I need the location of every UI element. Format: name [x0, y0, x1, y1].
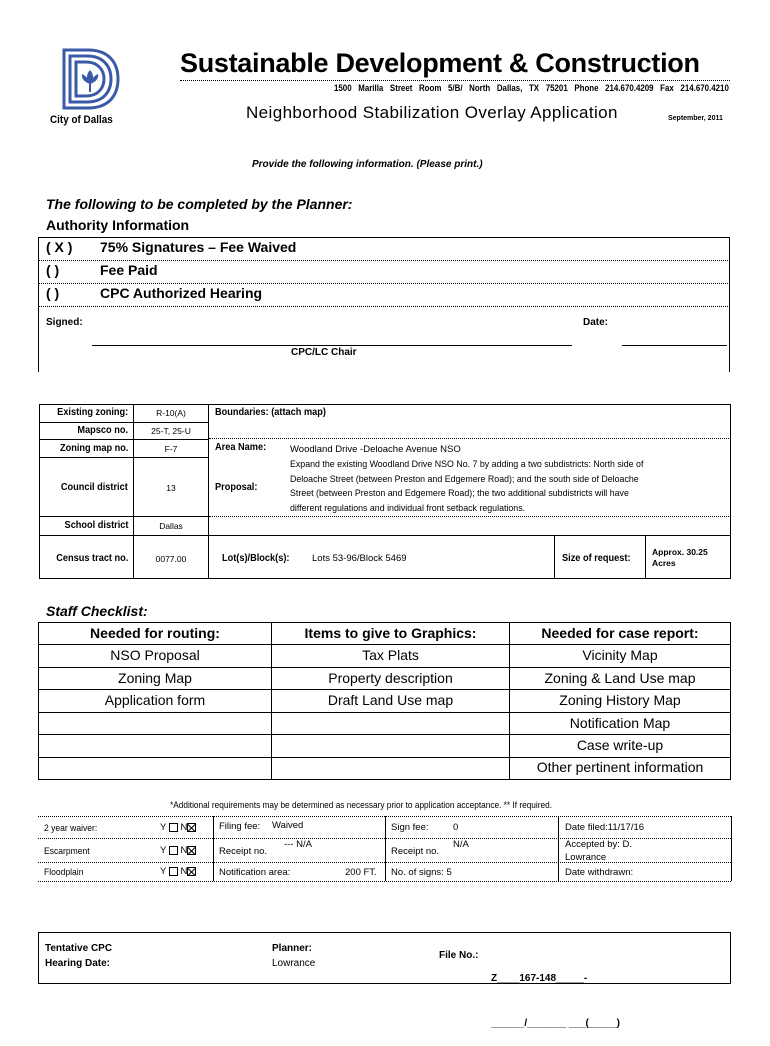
checklist-item: Application form: [104, 692, 206, 709]
no-label: N: [180, 866, 188, 877]
checklist-item: Zoning History Map: [559, 692, 681, 709]
yes-label: Y: [160, 845, 167, 856]
school-label: School district: [64, 520, 128, 531]
column-header: Items to give to Graphics:: [304, 625, 477, 641]
signed-label: Signed:: [46, 317, 83, 328]
option-label: Fee Paid: [100, 262, 158, 278]
proposal-line: Street (between Preston and Edgemere Road); the two additional subdistricts will have: [290, 488, 629, 499]
sign-fee-label: Sign fee:: [391, 822, 429, 833]
accepted-line: Lowrance: [565, 852, 607, 863]
two-year-waiver-label: 2 year waiver:: [44, 823, 98, 834]
school-value[interactable]: Dallas: [159, 521, 183, 531]
checklist-item: Other pertinent information: [536, 759, 704, 776]
filing-fee-label: Filing fee:: [219, 821, 261, 832]
tentative-hearing-label: [45, 941, 112, 971]
col-divider: [645, 535, 646, 579]
authority-option-cpc-hearing[interactable]: [46, 285, 262, 301]
row-divider: [39, 260, 730, 261]
additional-note: *Additional requirements may be determined as necessary prior to application acceptance. ** If required.: [170, 800, 553, 810]
authority-box: [38, 237, 730, 372]
yes-checkbox[interactable]: [169, 846, 178, 855]
checklist-item: Tax Plats: [362, 647, 419, 664]
notification-area-value[interactable]: 200 FT.: [345, 867, 377, 878]
no-checkbox-checked[interactable]: [187, 846, 196, 855]
date-label: Date:: [583, 317, 609, 328]
mapsco-label: Mapsco no.: [77, 425, 128, 436]
no-checkbox-checked[interactable]: [187, 867, 196, 876]
file-line: Z____167-148_____-: [491, 973, 588, 984]
row-divider: [39, 457, 209, 458]
checklist-item: Draft Land Use map: [327, 692, 454, 709]
no-checkbox-checked[interactable]: [187, 823, 196, 832]
grid-col: [385, 816, 386, 881]
proposal-label: Proposal:: [215, 482, 258, 493]
row-divider: [39, 422, 209, 423]
size-line: Approx. 30.25: [652, 547, 708, 557]
form-date: September, 2011: [668, 115, 723, 122]
authority-option-fee-paid[interactable]: [46, 262, 158, 278]
lots-label: Lot(s)/Block(s):: [222, 553, 290, 564]
yes-checkbox[interactable]: [169, 867, 178, 876]
receipt-value[interactable]: --- N/A: [284, 839, 312, 850]
checklist-item: NSO Proposal: [110, 647, 200, 664]
city-of-dallas-logo-icon: [60, 48, 120, 110]
lots-value[interactable]: Lots 53-96/Block 5469: [312, 553, 407, 564]
receipt2-value[interactable]: N/A: [453, 839, 469, 850]
page-title: Sustainable Development & Construction: [180, 48, 700, 78]
notification-area-label: Notification area:: [219, 867, 291, 878]
tentative-line: Tentative CPC: [45, 943, 113, 954]
row-divider: [39, 439, 209, 440]
area-name-label: Area Name:: [215, 442, 267, 453]
escarpment-label: Escarpment: [44, 846, 90, 857]
area-name-value[interactable]: Woodland Drive -Deloache Avenue NSO: [290, 444, 461, 455]
checklist-item: Property description: [328, 669, 453, 686]
grid-col: [558, 816, 559, 881]
column-header: Needed for routing:: [90, 625, 220, 641]
yes-checkbox[interactable]: [169, 823, 178, 832]
authority-title: Authority Information: [46, 217, 190, 233]
floodplain-yn[interactable]: [160, 866, 196, 877]
date-withdrawn[interactable]: Date withdrawn:: [565, 867, 634, 878]
no-label: N: [180, 845, 188, 856]
size-line: Acres: [652, 558, 676, 568]
no-label: N: [180, 822, 188, 833]
checklist-item: Zoning & Land Use map: [544, 669, 696, 686]
tentative-line: Hearing Date:: [45, 958, 111, 969]
option-label: 75% Signatures – Fee Waived: [100, 239, 297, 255]
council-value[interactable]: 13: [166, 483, 176, 493]
accepted-by[interactable]: [565, 838, 632, 864]
checklist-item: Zoning Map: [118, 669, 192, 686]
yes-label: Y: [160, 866, 167, 877]
row-divider: [39, 283, 730, 284]
planner-label: Planner:: [272, 943, 313, 954]
checklist-item: Notification Map: [569, 714, 671, 731]
form-subtitle: Neighborhood Stabilization Overlay Application: [246, 103, 618, 122]
option-mark: ( ): [46, 262, 60, 278]
census-label: Census tract no.: [55, 553, 128, 564]
col-divider: [554, 535, 555, 579]
row-divider: [39, 535, 731, 536]
option-mark: ( X ): [46, 239, 73, 255]
row-divider: [39, 516, 209, 517]
option-label: CPC Authorized Hearing: [100, 285, 263, 301]
authority-option-signatures[interactable]: [46, 239, 296, 255]
checklist-item: Case write-up: [576, 736, 664, 753]
planner-field[interactable]: [272, 941, 315, 971]
size-value[interactable]: [652, 547, 708, 569]
two-year-waiver-yn[interactable]: [160, 822, 196, 833]
yes-label: Y: [160, 822, 167, 833]
mapsco-value[interactable]: 25-T, 25-U: [151, 426, 191, 436]
existing-zoning-value[interactable]: R-10(A): [156, 408, 186, 418]
proposal-line: Expand the existing Woodland Drive NSO No. 7 by adding a two subdistricts: North side of: [290, 459, 644, 470]
col-divider: [208, 404, 209, 579]
council-label: Council district: [61, 482, 128, 493]
checklist-heading: Staff Checklist:: [46, 603, 148, 619]
existing-zoning-label: Existing zoning:: [56, 407, 128, 418]
signs-count[interactable]: No. of signs: 5: [391, 867, 452, 878]
file-no-label: File No.:: [439, 950, 479, 961]
accepted-line: Accepted by: D.: [565, 839, 633, 850]
date-line[interactable]: [622, 345, 727, 346]
city-label: City of Dallas: [50, 114, 113, 126]
planner-name: Lowrance: [272, 958, 316, 969]
zoning-map-label: Zoning map no.: [59, 443, 128, 454]
header-address: 1500 Marilla Street Room 5/B/ North Dallas, TX 75201 Phone 214.670.4209 Fax 214.670.4210: [334, 83, 729, 93]
signature-line[interactable]: [92, 345, 572, 346]
date-filed[interactable]: Date filed:11/17/16: [565, 822, 645, 833]
receipt-label: Receipt no.: [219, 846, 268, 857]
row-divider: [209, 516, 731, 517]
footer-box: [38, 932, 731, 984]
sign-fee-value[interactable]: 0: [453, 822, 459, 833]
chair-label: CPC/LC Chair: [291, 347, 357, 358]
census-value[interactable]: 0077.00: [155, 554, 187, 564]
filing-fee-value[interactable]: Waived: [272, 820, 304, 831]
instructions: Provide the following information. (Please print.): [252, 159, 483, 170]
planner-heading: The following to be completed by the Planner:: [46, 196, 353, 212]
receipt2-label: Receipt no.: [391, 846, 440, 857]
escarpment-yn[interactable]: [160, 845, 196, 856]
proposal-line: Deloache Street (between Preston and Edgemere Road); and the south side of Deloache: [290, 473, 639, 485]
row-divider: [39, 306, 730, 307]
header-divider: [180, 80, 730, 81]
grid-col: [731, 816, 732, 881]
boundaries-label: Boundaries: (attach map): [215, 407, 326, 418]
proposal-text[interactable]: [290, 458, 728, 516]
proposal-line: different regulations and individual front setback regulations.: [290, 502, 526, 514]
file-line: ______/_______ ___(_____): [491, 1018, 621, 1029]
floodplain-label: Floodplain: [44, 867, 84, 878]
file-no-value[interactable]: [491, 941, 620, 1046]
row-divider: [209, 438, 731, 439]
grid-col: [213, 816, 214, 881]
column-header: Needed for case report:: [541, 625, 699, 641]
option-mark: ( ): [46, 285, 60, 301]
size-label: Size of request:: [562, 553, 631, 564]
grid-line: [38, 881, 731, 882]
col-divider: [133, 404, 134, 579]
zoning-map-value[interactable]: F-7: [164, 444, 178, 454]
checklist-item: Vicinity Map: [582, 647, 658, 664]
